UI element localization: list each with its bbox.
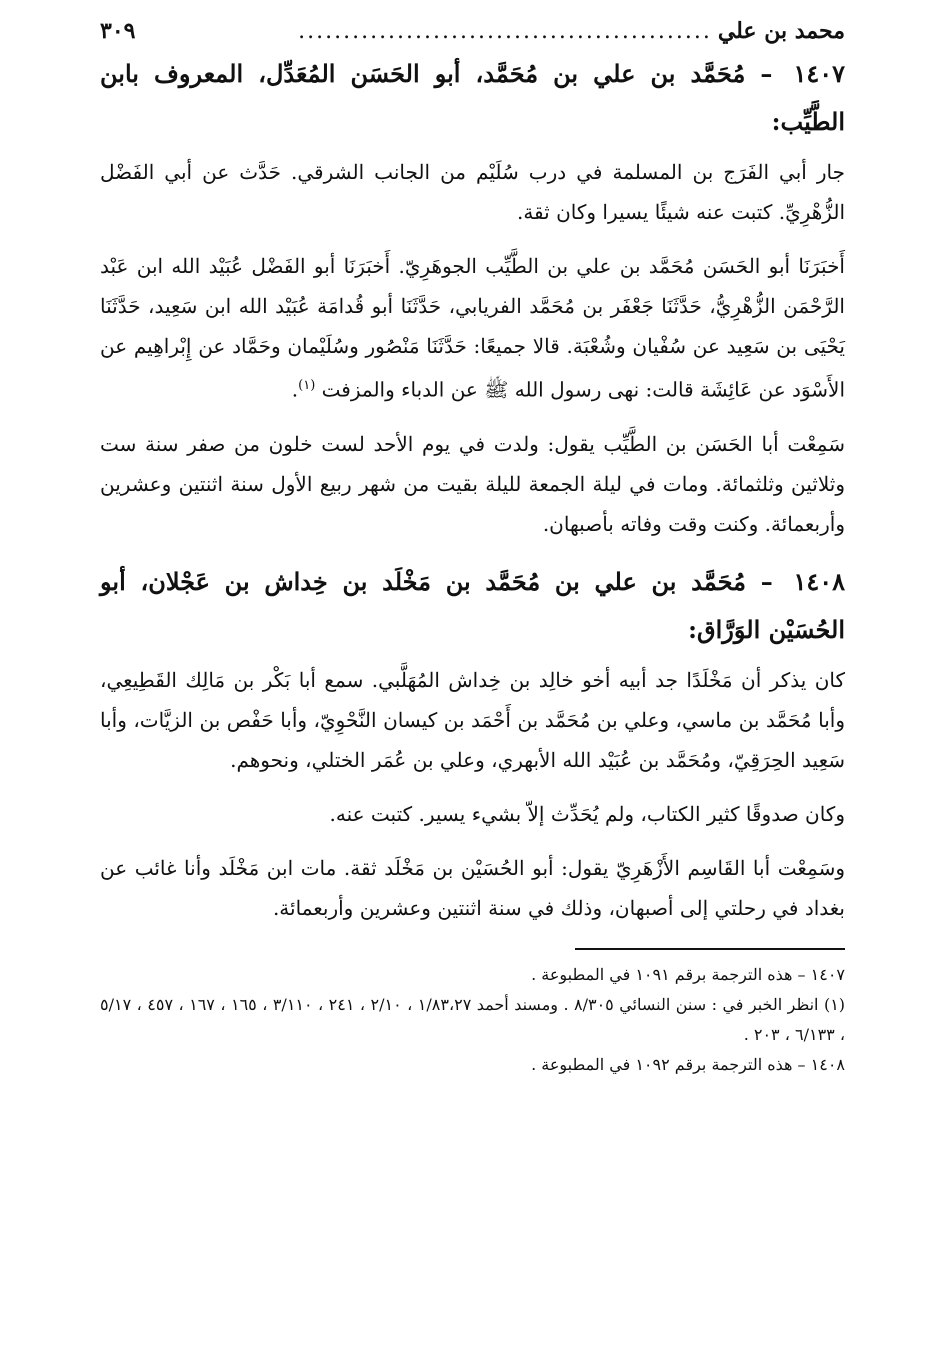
footnote-divider bbox=[575, 948, 845, 950]
footnote: (١) انظر الخبر في : سنن النسائي ٨/٣٠٥ . ومسند أحمد ١/٨٣،٢٧ ، ٢/١٠ ، ٢٤١ ، ٣/١١٠ ، ١٦٥ ، ١٦٧ ، ٤٥٧ ، ٥/١٧ ، ٦/١٣٣ ، ٢٠٣ . bbox=[100, 994, 846, 1044]
running-head-title: محمد بن علي bbox=[717, 18, 845, 44]
paragraph-text: أَخبَرَنَا أبو الحَسَن مُحَمَّد بن علي بن الطَّيِّب الجوهَرِيّ. أَخبَرَنَا أبو الفَضْل عُبَيْد الله ابن عَبْد الرَّحْمَن الزُّهْرِيُّ، حَدَّثَنَا جَعْفَر بن مُحَمَّد الفريابي، حَدَّثَنَا أبو قُدامَة عُبَيْد الله ابن سَعِيد، حَدَّثَنَا يَحْيَى بن سَعِيد عن سُفْيان وشُعْبَة. قالا جميعًا: حَدَّثَنَا مَنْصُور وسُلَيْمان وحَمَّاد عن إِبْراهِيم عن الأَسْوَد عن عَائِشَة قالت: نهى رسول الله ﷺ عن الدباء والمزفت bbox=[100, 254, 845, 402]
paragraph-with-footnote: أَخبَرَنَا أبو الحَسَن مُحَمَّد بن علي بن الطَّيِّب الجوهَرِيّ. أَخبَرَنَا أبو الفَضْل عُبَيْد الله ابن عَبْد الرَّحْمَن الزُّهْرِيُّ، حَدَّثَنَا جَعْفَر بن مُحَمَّد الفريابي، حَدَّثَنَا أبو قُدامَة عُبَيْد الله ابن سَعِيد، حَدَّثَنَا يَحْيَى بن سَعِيد عن سُفْيان وشُعْبَة. قالا جميعًا: حَدَّثَنَا مَنْصُور وسُلَيْمان وحَمَّاد عن إِبْراهِيم عن الأَسْوَد عن عَائِشَة قالت: نهى رسول الله ﷺ عن الدباء والمزفت $^{(١)}$. bbox=[100, 254, 845, 402]
paragraph: كان يذكر أن مَخْلَدًا جد أبيه أخو خالِد بن خِداش المُهَلَّبي. سمع أبا بَكْر بن مَالِك القَطِيعِي، وأبا مُحَمَّد بن ماسي، وعلي بن مُحَمَّد بن أَحْمَد بن كيسان النَّحْوِيّ، وأبا حَفْص بن الزيَّات، وأبا سَعِيد الحِرَقِيّ، ومُحَمَّد بن عُبَيْد الله الأبهري، وعلي بن عُمَر الختلي، ونحوهم. bbox=[100, 667, 845, 772]
footnote: ١٤٠٨ – هذه الترجمة برقم ١٠٩٢ في المطبوعة . bbox=[531, 1054, 845, 1074]
paragraph: سَمِعْت أبا الحَسَن بن الطَّيِّب يقول: ولدت في يوم الأحد لست خلون من صفر سنة ست وثلاثين وثلثمائة. ومات في ليلة الجمعة لليلة بقيت من شهر ربيع الأول سنة اثنتين وعشرين وأربعمائة. وكنت وقت وفاته بأصبهان. bbox=[100, 431, 845, 536]
entry-title: – مُحَمَّد بن علي بن مُحَمَّد بن مَخْلَد بن خِداش بن عَجْلان، أبو الحُسَيْن الوَرَّاق: bbox=[100, 566, 845, 644]
paragraph: جار أبي الفَرَج بن المسلمة في درب سُلَيْم من الجانب الشرقي. حَدَّث عن أبي الفَضْل الزُّهْرِيِّ. كتبت عنه شيئًا يسيرا وكان ثقة. bbox=[100, 160, 845, 224]
entry-heading-1407 bbox=[100, 50, 845, 146]
page-number: ٣٠٩ bbox=[100, 18, 136, 44]
entry-number: ١٤٠٨ bbox=[793, 566, 845, 596]
footnotes bbox=[100, 960, 845, 1080]
entry-title: – مُحَمَّد بن علي بن مُحَمَّد، أبو الحَسَن المُعَدِّل، المعروف بابن الطَّيِّب: bbox=[100, 59, 845, 136]
entry-heading-1408 bbox=[100, 558, 845, 654]
running-head bbox=[100, 14, 845, 48]
paragraph: وسَمِعْت أبا القَاسِم الأَزْهَرِيّ يقول: أبو الحُسَيْن بن مَخْلَد ثقة. مات ابن مَخْلَد وأنا غائب عن بغداد في رحلتي إلى أصبهان، وذلك في سنة اثنتين وعشرين وأربعمائة. bbox=[100, 855, 845, 920]
paragraph: وكان صدوقًا كثير الكتاب، ولم يُحَدِّث إلاّ بشيء يسير. كتبت عنه. bbox=[329, 801, 845, 826]
footnote-reference: (١) bbox=[298, 378, 316, 393]
leader-dots: .............................................. bbox=[298, 19, 712, 44]
footnote: ١٤٠٧ – هذه الترجمة برقم ١٠٩١ في المطبوعة . bbox=[531, 964, 845, 984]
entry-number: ١٤٠٧ bbox=[793, 59, 845, 88]
